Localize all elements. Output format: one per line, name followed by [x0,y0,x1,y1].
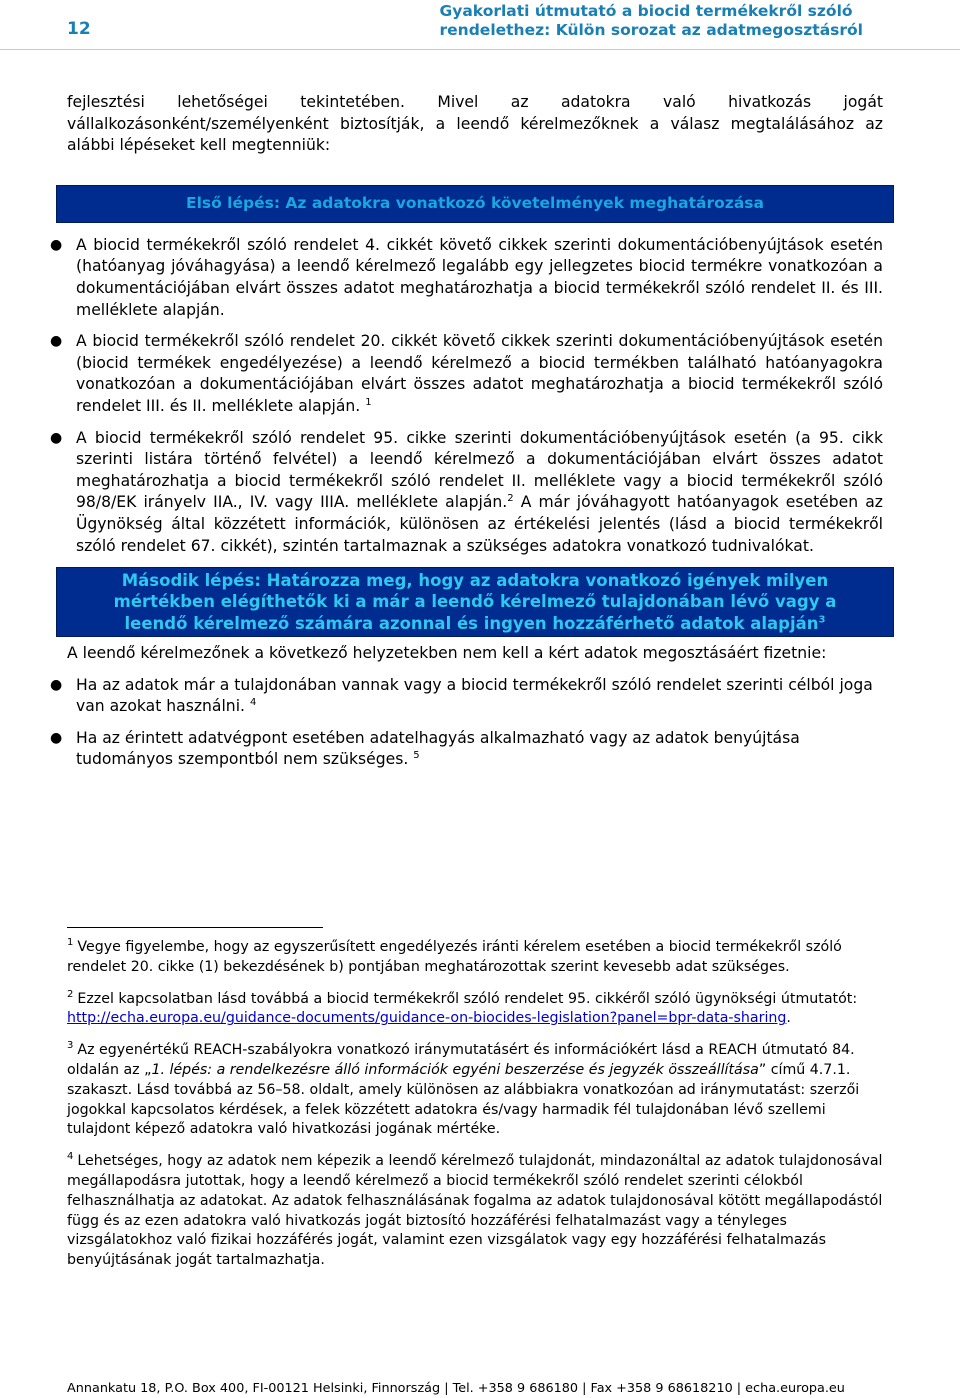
footnote [67,990,883,1030]
footnote-divider [67,927,323,928]
list-item-text: Ha az adatok már a tulajdonában vannak vagy a biocid termékekről szóló rendelet szerinti célból joga van azokat használni. [76,675,873,716]
footnote-number: 3 [67,1040,74,1052]
footnote-italic: 1. lépés: a rendelkezésre álló információk egyéni beszerzése és jegyzék összeállítása [151,1061,759,1078]
footnote [67,1152,883,1271]
list-item [0,675,883,718]
step2-heading [56,567,894,637]
step2-line2: mértékben elégíthetők ki a már a leendő kérelmező tulajdonában lévő vagy a [113,592,837,612]
situations-paragraph: A leendő kérelmezőnek a következő helyzetekben nem kell a kért adatok megosztásáért fizetnie: [67,644,827,663]
footnote [67,938,883,978]
footnote-number: 4 [67,1151,74,1163]
page-footer: Annankatu 18, P.O. Box 400, FI-00121 Helsinki, Finnország | Tel. +358 9 686180 | Fax +358 9 68618210 | echa.europa.eu [67,1381,845,1396]
bullet-icon: ● [50,236,63,253]
step2-line3-text: leendő kérelmező számára azonnal és ingyen hozzáférhető adatok alapján [124,613,819,633]
footnotes [67,938,883,1283]
bullet-icon: ● [50,729,63,746]
list-item-text: Ha az érintett adatvégpont esetében adatelhagyás alkalmazható vagy az adatok benyújtása tudományos szempontból nem szükséges. [76,728,800,769]
list-item [0,235,883,321]
bullet-icon: ● [50,333,63,350]
list-item [0,728,883,771]
bullet-icon: ● [50,429,63,446]
step2-line3 [114,613,837,635]
footnote-text: Lehetséges, hogy az adatok nem képezik a leendő kérelmező tulajdonát, mindazonáltal az adatok tulajdonosával megállapodásra jutottak, hogy a leendő kérelmező a biocid termékekről szóló rendelet szerinti célokból felhasználhatja az adatokat. Az adatok felhasználásának fogalma az adatok tulajdonosával kötött megállapodástól függ és az ezen adatokra való hivatkozás jogát biztosító hozzáférési felhatalmazást vagy a tényleges vizsgálatokhoz való fizikai hozzáférés jogát, valamint ezen vizsgálatok vagy egy hozzáférési felhatalmazás benyújtásának jogát tartalmazhatja. [67,1153,883,1269]
page-number: 12 [67,19,91,39]
footnote-text-end: . [786,1010,791,1027]
footnote-ref[interactable]: 5 [413,750,420,762]
footnote-number: 2 [67,988,74,1000]
footnote-text: Vegye figyelembe, hogy az egyszerűsített engedélyezés iránti kérelem esetében a biocid termékekről szóló rendelet 20. cikke (1) bekezdésének b) pontjában meghatározottak szerint kevesebb adat szükséges. [67,939,842,975]
footnote-ref[interactable]: 1 [365,396,372,408]
list-item-text-tail: A már jóváhagyott hatóanyagok esetében az Ügynökség által közzétett információk, különösen az értékelési jelentés (lásd a biocid termékekről szóló rendelet 67. cikkét), szintén tartalmaznak a szükséges adatokra vonatkozó tudnivalókat. [76,493,883,555]
list-item-text: A biocid termékekről szóló rendelet 20. cikkét követő cikkek szerinti dokumentációbenyújtások esetén (biocid termékek engedélyezése) a leendő kérelmező a biocid termékben található hatóanyagokra vonatkozóan a dokumentációjában elvárt összes adatot meghatározhatja a biocid termékekről szóló rendelet III. és II. melléklete alapján. [76,332,883,415]
header-divider [0,49,960,50]
list-item [0,428,883,558]
page-header [0,0,960,50]
footnote-ref[interactable]: 4 [249,697,257,709]
main-content [50,92,883,781]
step1-heading: Első lépés: Az adatokra vonatkozó követelmények meghatározása [56,185,894,223]
footnote-text-end: ” című 4.7.1. szakaszt. Lásd továbbá az 56–58. oldalt, amely különösen az alábbiakra vonatkozóan ad iránymutatást: szerzői jogokkal kapcsolatos kérdések, a felek közzétett adatokra és/vagy harmadik fél tulajdonában lévő szellemi tulajdont képező adatokra való hivatkozási jogának mértéke. [67,1061,860,1138]
header-title-line2: rendelethez: Külön sorozat az adatmegosztásról [439,21,863,39]
step1-bullet-list [50,235,883,557]
intro-paragraph: fejlesztési lehetőségei tekintetében. Mivel az adatokra való hivatkozás jogát vállalkozásonként/személyenként biztosítják, a leendő kérelmezőknek a válasz megtalálásához az alábbi lépéseket kell megtenniük: [67,93,883,155]
header-title-line1: Gyakorlati útmutató a biocid termékekről szóló [439,2,853,20]
guidance-link[interactable]: http://echa.europa.eu/guidance-documents/guidance-on-biocides-legislation?panel=bpr-data-sharing [67,1010,787,1027]
list-item [0,331,883,417]
footnote-text: Az egyenértékű REACH-szabályokra vonatkozó iránymutatásért és információkért lásd a REACH útmutató 84. oldalán az „ [67,1042,855,1078]
step2-line1: Második lépés: Határozza meg, hogy az adatokra vonatkozó igények milyen [121,570,829,590]
list-item-text: A biocid termékekről szóló rendelet 95. cikke szerinti dokumentációbenyújtások esetén (a 95. cikk szerinti listára történő felvétel) a leendő kérelmező a dokumentációjában elvárt összes adatot meghatározhatja a biocid termékekről szóló rendelet II. melléklete vagy a biocid termékekről szóló 98/8/EK irányelv IIA., IV. vagy IIIA. melléklete alapján. [76,428,883,512]
footnote [67,1041,883,1140]
header-title [440,2,863,40]
footnote-ref[interactable]: 2 [507,493,514,505]
footnote-number: 1 [67,937,74,949]
list-item-text: A biocid termékekről szóló rendelet 4. cikkét követő cikkek szerinti dokumentációbenyújtások esetén (hatóanyag jóváhagyása) a leendő kérelmező legalább egy jellegzetes biocid termékre vonatkozóan a dokumentációjában elvárt összes adatot meghatározhatja a biocid termékekről szóló rendelet II. és III. melléklete alapján. [76,235,883,319]
footnote-ref[interactable]: 3 [818,614,826,626]
situations-bullet-list [50,675,883,771]
bullet-icon: ● [50,676,63,693]
footnote-text: Ezzel kapcsolatban lásd továbbá a biocid termékekről szóló rendelet 95. cikkéről szóló ügynökségi útmutatót: [77,990,858,1007]
